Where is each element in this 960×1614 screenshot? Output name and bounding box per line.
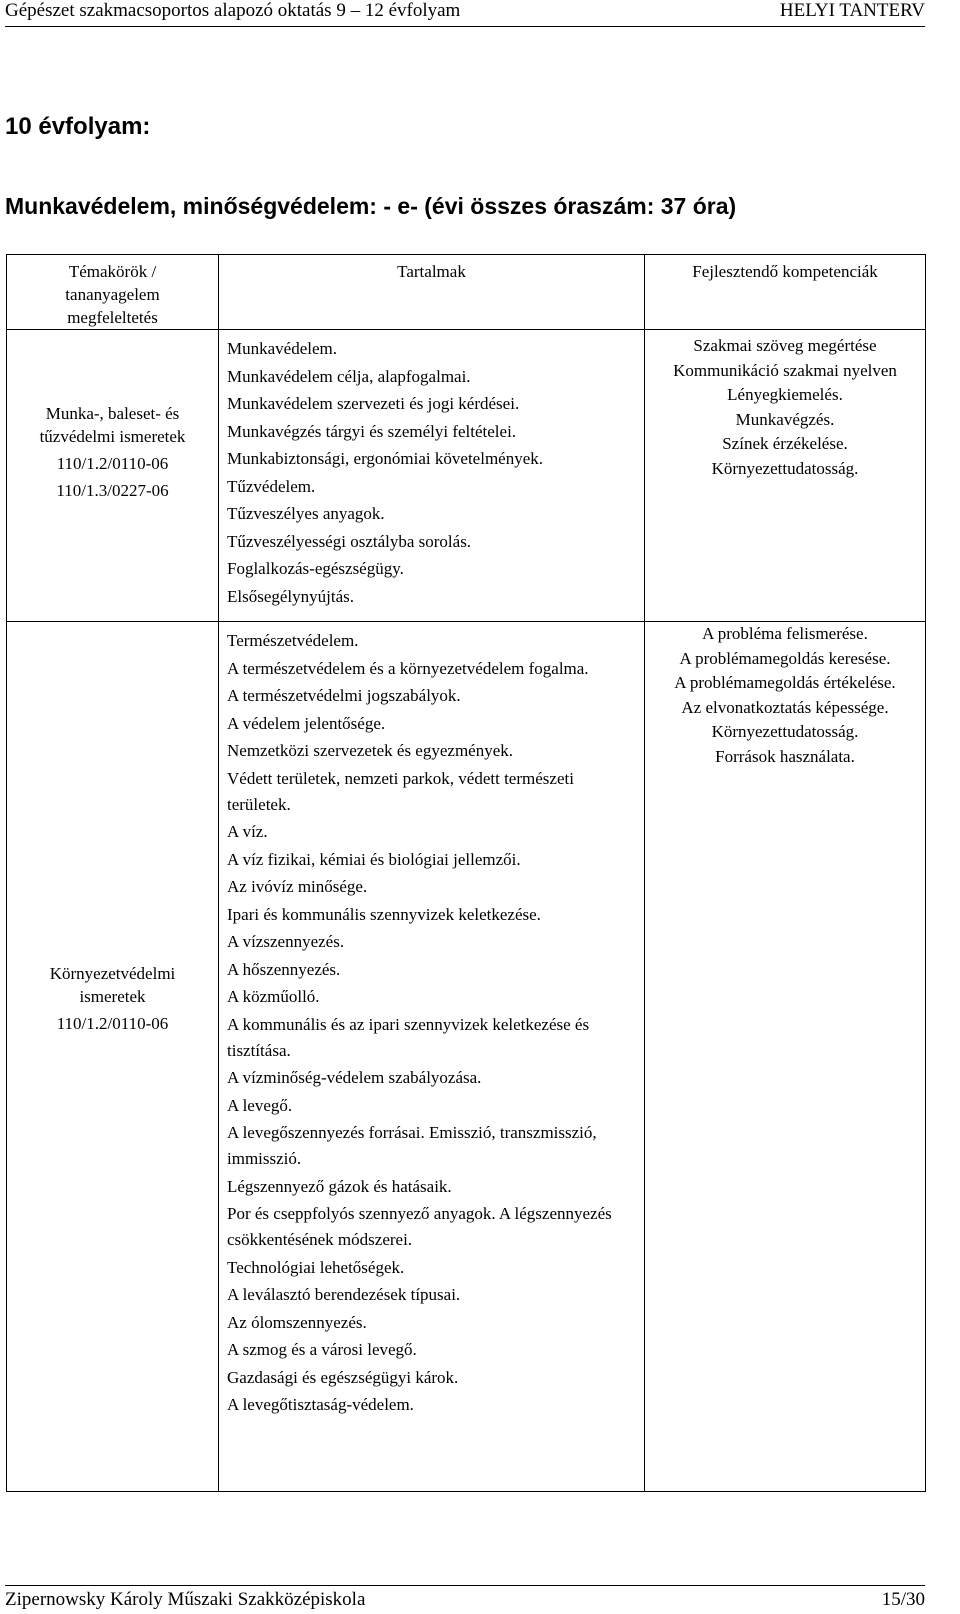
competency-item: Lényegkiemelés. — [727, 385, 843, 404]
topic-cell — [7, 622, 219, 1492]
page-number: 15/30 — [881, 1589, 925, 1610]
content-line: A védelem jelentősége. — [227, 713, 386, 733]
competency-item: Környezettudatosság. — [711, 458, 859, 478]
table-header-row — [7, 255, 926, 330]
table-row — [7, 330, 926, 622]
content-line: A vízszennyezés. — [227, 932, 345, 951]
content-line: Technológiai lehetőségek. — [227, 1257, 405, 1277]
competencies-cell — [645, 622, 926, 1492]
header-competencies-text: Fejlesztendő kompetenciák — [692, 262, 878, 281]
competency-item: Munkavégzés. — [735, 409, 835, 429]
table-row — [7, 622, 926, 1492]
content-line: A kommunális és az ipari szennyvizek keletkezése és tisztítása. — [227, 1014, 590, 1060]
content-line: Tűzveszélyes anyagok. — [227, 504, 385, 523]
header-cell-competencies — [645, 255, 926, 330]
content-line: Tűzvédelem. — [227, 476, 316, 496]
competency-item: Az elvonatkoztatás képessége. — [681, 697, 889, 717]
content-line: Por és cseppfolyós szennyező anyagok. A légszennyezés csökkentésének módszerei. — [227, 1204, 612, 1249]
content-line: Elsősegélynyújtás. — [227, 586, 355, 606]
content-line: A víz. — [227, 822, 268, 841]
header-cell-topics — [7, 255, 219, 330]
content-line: A természetvédelmi jogszabályok. — [227, 686, 461, 705]
content-line: Munkavédelem szervezeti és jogi kérdései. — [227, 394, 520, 413]
content-line: Munkavédelem. — [227, 339, 337, 358]
content-line: Tűzveszélyességi osztályba sorolás. — [227, 531, 472, 551]
footer-school-name: Zipernowsky Károly Műszaki Szakközépiskola — [5, 1589, 366, 1610]
competency-list — [645, 622, 925, 769]
content-line: Gazdasági és egészségügyi károk. — [227, 1367, 459, 1387]
content-line: A levegő. — [227, 1095, 293, 1115]
topic-code: 110/1.2/0110-06 — [56, 454, 169, 473]
competency-item: A problémamegoldás keresése. — [679, 648, 891, 668]
topic-title: Munka-, baleset- és tűzvédelmi ismeretek — [39, 404, 186, 446]
topic-cell — [7, 330, 219, 622]
topic-code: 110/1.3/0227-06 — [56, 481, 169, 500]
topic-title: Környezetvédelmi ismeretek — [49, 964, 176, 1006]
content-line: A közműolló. — [227, 987, 320, 1006]
topic-code: 110/1.2/0110-06 — [56, 1014, 169, 1033]
content-line: Nemzetközi szervezetek és egyezmények. — [227, 741, 514, 760]
content-line: Légszennyező gázok és hatásaik. — [227, 1176, 452, 1196]
content-line: Ipari és kommunális szennyvizek keletkezése. — [227, 904, 541, 924]
content-line: Az ivóvíz minősége. — [227, 877, 368, 896]
competency-item: Források használata. — [715, 746, 855, 766]
header-contents-text: Tartalmak — [397, 262, 466, 281]
curriculum-table — [6, 254, 926, 1492]
topic-block — [7, 330, 218, 502]
header-topics-text: Témakörök / tananyagelem megfeleltetés — [65, 262, 160, 327]
content-line: Védett területek, nemzeti parkok, védett természeti területek. — [227, 768, 574, 814]
header-curriculum-label: HELYI TANTERV — [779, 0, 925, 21]
content-line: A levegőtisztaság-védelem. — [227, 1395, 414, 1414]
competency-item: Színek érzékelése. — [722, 434, 848, 453]
competency-item: A probléma felismerése. — [702, 624, 868, 643]
content-line: A hőszennyezés. — [227, 959, 341, 979]
content-line: A vízminőség-védelem szabályozása. — [227, 1068, 482, 1087]
page-footer — [5, 1585, 925, 1614]
content-line: A levegőszennyezés forrásai. Emisszió, transzmisszió, immisszió. — [227, 1123, 597, 1168]
content-line: Munkavégzés tárgyi és személyi feltételei. — [227, 421, 517, 441]
competencies-cell — [645, 330, 926, 622]
competency-item: A problémamegoldás értékelése. — [674, 673, 896, 692]
content-line: Munkavédelem célja, alapfogalmai. — [227, 366, 471, 386]
competency-item: Szakmai szöveg megértése — [693, 336, 877, 355]
header-title: Gépészet szakmacsoportos alapozó oktatás 9 – 12 évfolyam — [5, 0, 461, 21]
topic-block — [7, 622, 218, 1035]
subject-heading: Munkavédelem, minőségvédelem: - e- (évi összes óraszám: 37 óra) — [5, 193, 737, 219]
contents-cell — [219, 622, 645, 1492]
competency-list — [645, 330, 925, 481]
content-line: A leválasztó berendezések típusai. — [227, 1285, 461, 1304]
content-line: Munkabiztonsági, ergonómiai követelmények. — [227, 449, 544, 468]
content-line: A szmog és a városi levegő. — [227, 1340, 417, 1359]
contents-cell — [219, 330, 645, 622]
content-line: A víz fizikai, kémiai és biológiai jellemzői. — [227, 849, 521, 869]
content-line: Az ólomszennyezés. — [227, 1312, 367, 1332]
content-line: Foglalkozás-egészségügy. — [227, 559, 404, 578]
content-line: A természetvédelem és a környezetvédelem fogalma. — [227, 658, 589, 678]
content-line: Természetvédelem. — [227, 631, 359, 650]
competency-item: Környezettudatosság. — [711, 722, 859, 741]
header-cell-contents — [219, 255, 645, 330]
page-header — [5, 0, 925, 27]
competency-item: Kommunikáció szakmai nyelven — [673, 360, 897, 380]
grade-heading: 10 évfolyam: — [5, 113, 151, 140]
